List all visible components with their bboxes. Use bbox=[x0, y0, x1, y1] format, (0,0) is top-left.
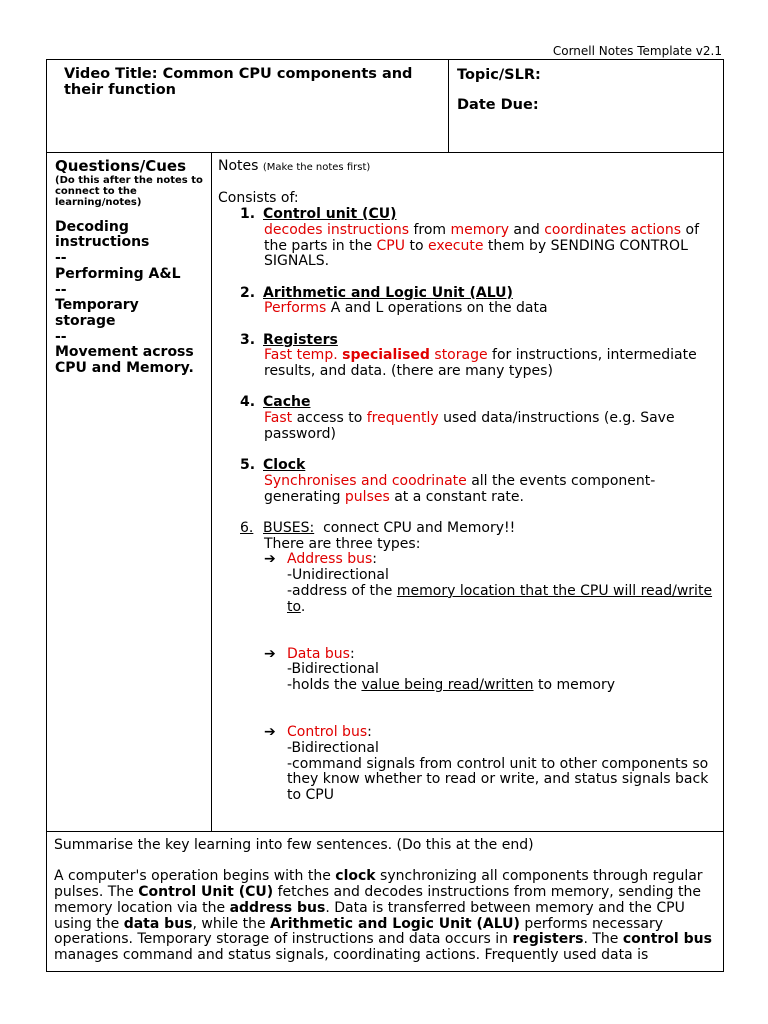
note-item-title bbox=[240, 458, 717, 474]
buses-heading: BUSES: bbox=[263, 520, 315, 537]
cue-line: -- bbox=[55, 281, 67, 298]
text-run: at a constant rate. bbox=[389, 488, 524, 505]
date-due-label: Date Due: bbox=[457, 97, 539, 113]
text-run: -Bidirectional bbox=[287, 661, 379, 678]
cues-instruction: (Do this after the notes to connect to the learning/notes) bbox=[55, 174, 203, 208]
buses-number: 6. bbox=[240, 520, 254, 537]
buses-heading-rest: connect CPU and Memory!! bbox=[314, 520, 516, 537]
bus-type-heading: ➔ Data bus: bbox=[264, 645, 355, 662]
cue-line: -- bbox=[55, 250, 67, 267]
summary-text bbox=[54, 869, 716, 963]
text-run: all the events component-generating bbox=[264, 472, 656, 505]
bus-type-name: Address bus bbox=[287, 551, 373, 568]
text-run: specialised bbox=[342, 347, 430, 364]
note-item bbox=[218, 458, 717, 505]
text-run: decodes instructions bbox=[264, 221, 409, 238]
text-run: to bbox=[405, 237, 428, 254]
note-item-title bbox=[240, 286, 717, 302]
text-run: them by SENDING CONTROL SIGNALS. bbox=[264, 237, 688, 270]
text-run: fetches and decodes instructions from memory, sending the memory location via the bbox=[54, 884, 701, 916]
note-item-heading: Cache bbox=[263, 394, 311, 411]
video-title: Video Title: Common CPU components and their function bbox=[64, 66, 413, 98]
note-item-heading: Registers bbox=[263, 331, 338, 348]
note-item-heading: Control unit (CU) bbox=[263, 206, 397, 223]
note-item-number: 5. bbox=[240, 457, 256, 474]
bus-type-line-text bbox=[287, 662, 717, 678]
note-item bbox=[218, 207, 717, 270]
cue-lines bbox=[55, 220, 203, 377]
text-run: clock bbox=[335, 868, 376, 885]
text-run: of the parts in the bbox=[264, 221, 699, 254]
text-run: pulses bbox=[344, 488, 390, 505]
text-run: A and L operations on the data bbox=[326, 300, 548, 317]
note-item-number: 4. bbox=[240, 394, 256, 411]
text-run: Fast temp. bbox=[264, 347, 343, 364]
text-run: coordinates actions bbox=[544, 221, 682, 238]
note-item bbox=[218, 395, 717, 442]
text-run: memory location that the CPU will read/write to bbox=[287, 582, 713, 615]
notes-heading-label: Notes bbox=[218, 158, 259, 174]
text-run: , while the bbox=[192, 915, 271, 932]
text-run: . bbox=[300, 598, 306, 615]
note-item-body bbox=[264, 348, 717, 379]
cue-line: -- bbox=[55, 328, 67, 345]
text-run: Fast bbox=[264, 410, 293, 427]
text-run: . The bbox=[583, 931, 623, 948]
text-run: and bbox=[508, 221, 545, 238]
notes-heading bbox=[218, 159, 717, 176]
text-run: data bus bbox=[123, 915, 193, 932]
text-run: address bus bbox=[229, 899, 326, 916]
text-run: execute bbox=[427, 237, 484, 254]
text-run: frequently bbox=[366, 410, 439, 427]
text-run: -address of the bbox=[287, 582, 397, 599]
arrow-icon: ➔ bbox=[264, 645, 276, 662]
bus-type-heading: ➔ Control bus: bbox=[264, 724, 372, 741]
text-run: Control Unit (CU) bbox=[138, 884, 274, 901]
note-item-body bbox=[264, 223, 717, 270]
bus-type-line bbox=[264, 678, 717, 694]
topic-date-cell bbox=[448, 59, 724, 153]
bus-type-line-text bbox=[287, 741, 717, 757]
video-title-cell bbox=[46, 59, 449, 153]
bus-type-line-text bbox=[287, 584, 717, 615]
text-run: Arithmetic and Logic Unit (ALU) bbox=[270, 915, 520, 932]
notes-heading-note: (Make the notes first) bbox=[262, 162, 371, 173]
notes-column bbox=[211, 152, 724, 832]
note-item-number: 1. bbox=[240, 206, 256, 223]
bus-type-line bbox=[264, 568, 717, 584]
bus-type-line-text bbox=[287, 568, 717, 584]
text-run: used data/instructions (e.g. Save password) bbox=[264, 410, 675, 442]
text-run: CPU bbox=[376, 237, 405, 254]
bus-type-name: Data bus bbox=[287, 645, 350, 662]
summary-instruction: Summarise the key learning into few sentences. (Do this at the end) bbox=[54, 837, 534, 853]
bus-type-line bbox=[264, 757, 717, 804]
note-item-number: 2. bbox=[240, 284, 256, 301]
cue-line: Decoding instructions bbox=[55, 218, 150, 251]
cues-column bbox=[46, 152, 212, 832]
text-run: control bus bbox=[622, 931, 712, 948]
note-items bbox=[218, 207, 717, 521]
template-version-label: Cornell Notes Template v2.1 bbox=[552, 44, 722, 58]
note-item-title bbox=[240, 207, 717, 223]
note-item-heading: Arithmetic and Logic Unit (ALU) bbox=[263, 284, 513, 301]
cues-title: Questions/Cues bbox=[55, 157, 187, 175]
text-run: storage bbox=[429, 347, 488, 364]
consists-of-label: Consists of: bbox=[218, 190, 299, 207]
text-run: manages command and status signals, coordinating actions. Frequently used data is bbox=[54, 946, 649, 963]
cue-line: Movement across CPU and Memory. bbox=[55, 344, 194, 377]
bus-type-line bbox=[264, 584, 717, 615]
text-run: from bbox=[409, 221, 451, 238]
bus-type-heading: ➔ Address bus: bbox=[264, 551, 377, 568]
text-run: Performs bbox=[264, 300, 327, 317]
text-run: memory bbox=[450, 221, 509, 238]
bus-type-line-text bbox=[287, 757, 717, 804]
text-run: to memory bbox=[533, 677, 615, 694]
summary-section bbox=[46, 831, 724, 972]
bus-type-line-text bbox=[287, 678, 717, 694]
text-run: performs necessary operations. Temporary storage of instructions and data occurs in bbox=[54, 915, 664, 948]
note-item-body bbox=[264, 301, 717, 317]
note-item-heading: Clock bbox=[263, 457, 306, 474]
text-run: -Unidirectional bbox=[287, 567, 389, 584]
buses-title bbox=[240, 521, 717, 537]
text-run: Synchronises and coodrinate bbox=[264, 472, 467, 489]
cue-line: Temporary storage bbox=[55, 297, 139, 329]
text-run: synchronizing all components through regular pulses. The bbox=[54, 868, 703, 901]
arrow-icon: ➔ bbox=[264, 551, 276, 568]
buses-section bbox=[218, 521, 717, 804]
text-run: registers bbox=[512, 931, 584, 948]
text-run: -command signals from control unit to other components so they know whether to read or write, and status signals back to CPU bbox=[287, 755, 709, 803]
text-run: . Data is transferred between memory and the CPU using the bbox=[54, 899, 685, 932]
arrow-icon: ➔ bbox=[264, 724, 276, 741]
note-item-body bbox=[264, 411, 717, 442]
bus-type-line bbox=[264, 662, 717, 678]
text-run: -holds the bbox=[287, 677, 362, 694]
note-item-title bbox=[240, 333, 717, 349]
note-item-body bbox=[264, 474, 717, 505]
topic-label: Topic/SLR: bbox=[457, 67, 541, 83]
text-run: value being read/written bbox=[361, 677, 534, 694]
note-item bbox=[218, 286, 717, 317]
bus-type-line bbox=[264, 741, 717, 757]
note-item bbox=[218, 333, 717, 380]
bus-type-name: Control bus bbox=[287, 724, 368, 741]
text-run: A computer's operation begins with the bbox=[54, 868, 336, 885]
buses-intro: There are three types: bbox=[264, 535, 421, 552]
note-item-title bbox=[240, 395, 717, 411]
note-item-number: 3. bbox=[240, 331, 256, 348]
text-run: for instructions, intermediate results, and data. (there are many types) bbox=[264, 347, 697, 380]
text-run: access to bbox=[292, 410, 367, 427]
cue-line: Performing A&L bbox=[55, 265, 181, 282]
text-run: -Bidirectional bbox=[287, 739, 379, 756]
